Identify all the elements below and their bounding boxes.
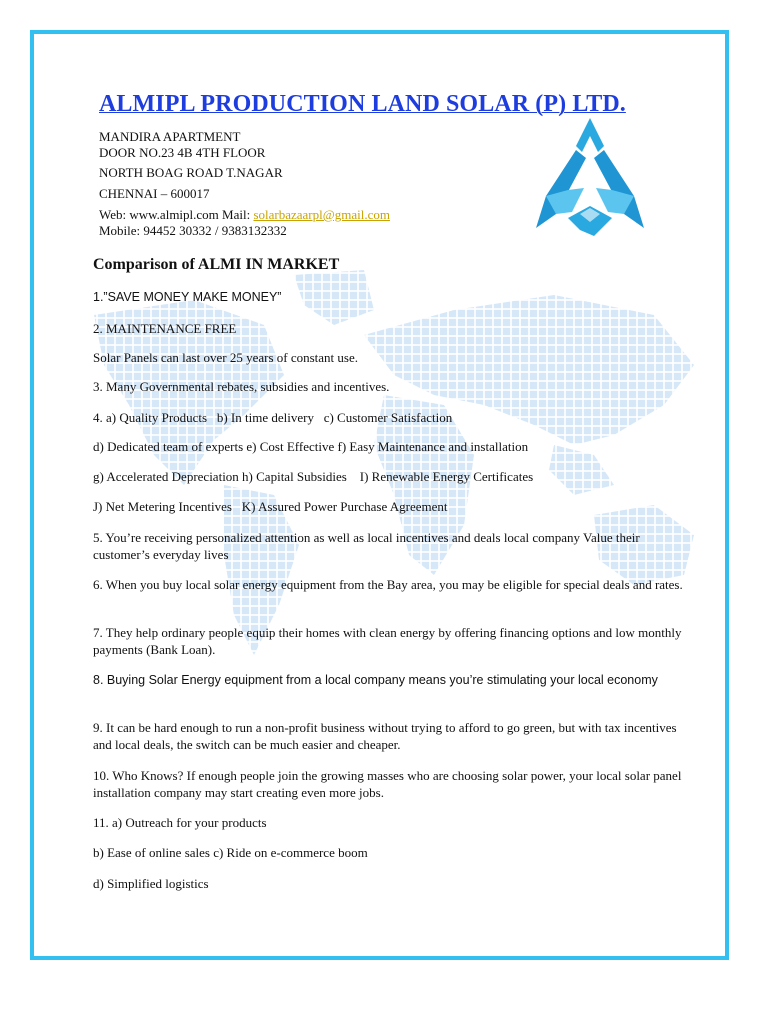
list-item: 4. a) Quality Products b) In time delivery c) Customer Satisfaction [93, 410, 453, 425]
section-heading: Comparison of ALMI IN MARKET [93, 256, 340, 273]
list-item: g) Accelerated Depreciation h) Capital Subsidies I) Renewable Energy Certificates [93, 469, 534, 484]
list-item: 10. Who Knows? If enough people join the growing masses who are choosing solar power, your local solar panel installation company may start creating even more jobs. [93, 768, 682, 800]
list-item: 9. It can be hard enough to run a non-profit business without trying to afford to go green, but with tax incentives and local deals, the switch can be much easier and cheaper. [93, 720, 677, 752]
list-item: J) Net Metering Incentives K) Assured Power Purchase Agreement [93, 499, 448, 514]
list-item: 7. They help ordinary people equip their homes with clean energy by offering financing options and low monthly payments (Bank Loan). [93, 625, 682, 657]
list-item: 6. When you buy local solar energy equipment from the Bay area, you may be eligible for special deals and rates. [93, 577, 683, 592]
list-item: d) Dedicated team of experts e) Cost Effective f) Easy Maintenance and installation [93, 439, 529, 454]
address-line-3: NORTH BOAG ROAD T.NAGAR [99, 165, 283, 180]
list-item: 8. Buying Solar Energy equipment from a local company means you’re stimulating your local economy [93, 673, 658, 687]
list-item: 2. MAINTENANCE FREE [93, 321, 237, 336]
list-item: b) Ease of online sales c) Ride on e-commerce boom [93, 845, 368, 860]
contact-mobile: Mobile: 94452 30332 / 9383132332 [99, 223, 287, 238]
list-item: 5. You’re receiving personalized attention as well as local incentives and deals local company Value their customer’s everyday lives [93, 530, 640, 562]
email-link[interactable]: solarbazaarpl@gmail.com [253, 207, 390, 222]
list-item: 11. a) Outreach for your products [93, 815, 267, 830]
address-line-2: DOOR NO.23 4B 4TH FLOOR [99, 145, 266, 160]
company-name: ALMIPL PRODUCTION LAND SOLAR (P) LTD. [99, 91, 626, 117]
list-item: d) Simplified logistics [93, 876, 209, 891]
web-label: Web: www.almipl.com Mail: [99, 207, 254, 222]
world-map-background [34, 255, 734, 675]
list-item: 1.”SAVE MONEY MAKE MONEY” [93, 290, 282, 304]
list-item: Solar Panels can last over 25 years of constant use. [93, 350, 358, 365]
address-line-4: CHENNAI – 600017 [99, 186, 210, 201]
address-line-1: MANDIRA APARTMENT [99, 129, 241, 144]
contact-web-mail [99, 207, 390, 223]
lightning-logo-icon [528, 118, 652, 236]
list-item: 3. Many Governmental rebates, subsidies and incentives. [93, 379, 390, 394]
